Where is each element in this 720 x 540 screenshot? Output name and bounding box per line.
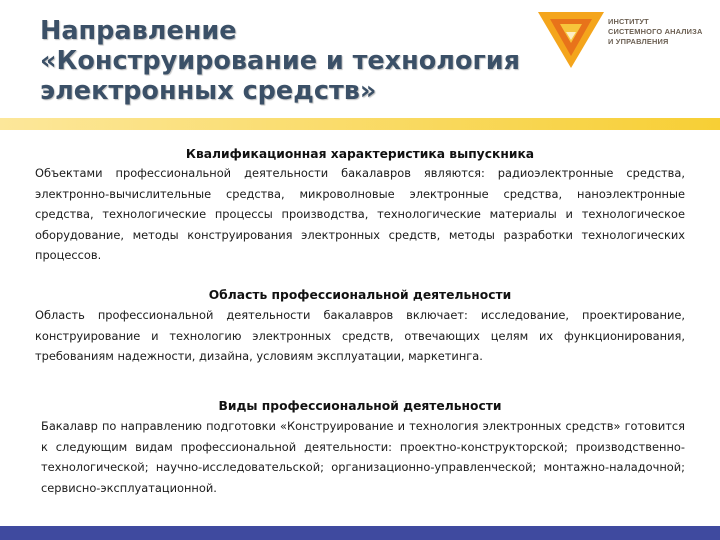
section-text-activities: Бакалавр по направлению подготовки «Конструирование и технология электронных средств» готовится к следующим видам профессиональной деятельности: проектно-конструкторской; производственно-технологической; научно-исследовательской; организационно-управленческой; монтажно-наладочной; сервисно-эксплуатационной. — [41, 419, 685, 495]
section-text-qualification: Объектами профессиональной деятельности бакалавров являются: радиоэлектронные средства, электронно-вычислительные средства, микроволновые электронные средства, наноэлектронные средства, технологические процессы производства, технологические материалы и технологическое оборудование, методы конструирования электронных средств, методы разработки технологических процессов. — [35, 166, 685, 262]
section-heading-activities: Виды профессиональной деятельности — [218, 399, 502, 413]
section-heading-qualification: Квалификационная характеристика выпускника — [185, 147, 535, 161]
page-title — [40, 16, 530, 106]
logo-line-1: ИНСТИТУТ — [608, 17, 649, 26]
institute-logo-text — [608, 17, 703, 47]
footer-band — [0, 526, 720, 540]
logo-line-2: СИСТЕМНОГО АНАЛИЗА — [608, 27, 703, 36]
title-line-3: электронных средств» — [40, 76, 377, 106]
title-line-1: Направление — [40, 16, 237, 46]
institute-logo-icon — [538, 10, 604, 70]
logo-line-3: И УПРАВЛЕНИЯ — [608, 37, 669, 46]
section-heading-field: Область профессиональной деятельности — [208, 288, 512, 302]
section-text-field: Область профессиональной деятельности бакалавров включает: исследование, проектирование, конструирование и технологию электронных средств, отвечающих целям их функционирования, требованиям надежности, дизайна, условиям эксплуатации, маркетинга. — [35, 308, 685, 363]
title-line-2: «Конструирование и технология — [40, 46, 521, 76]
header-divider-band — [0, 118, 720, 130]
